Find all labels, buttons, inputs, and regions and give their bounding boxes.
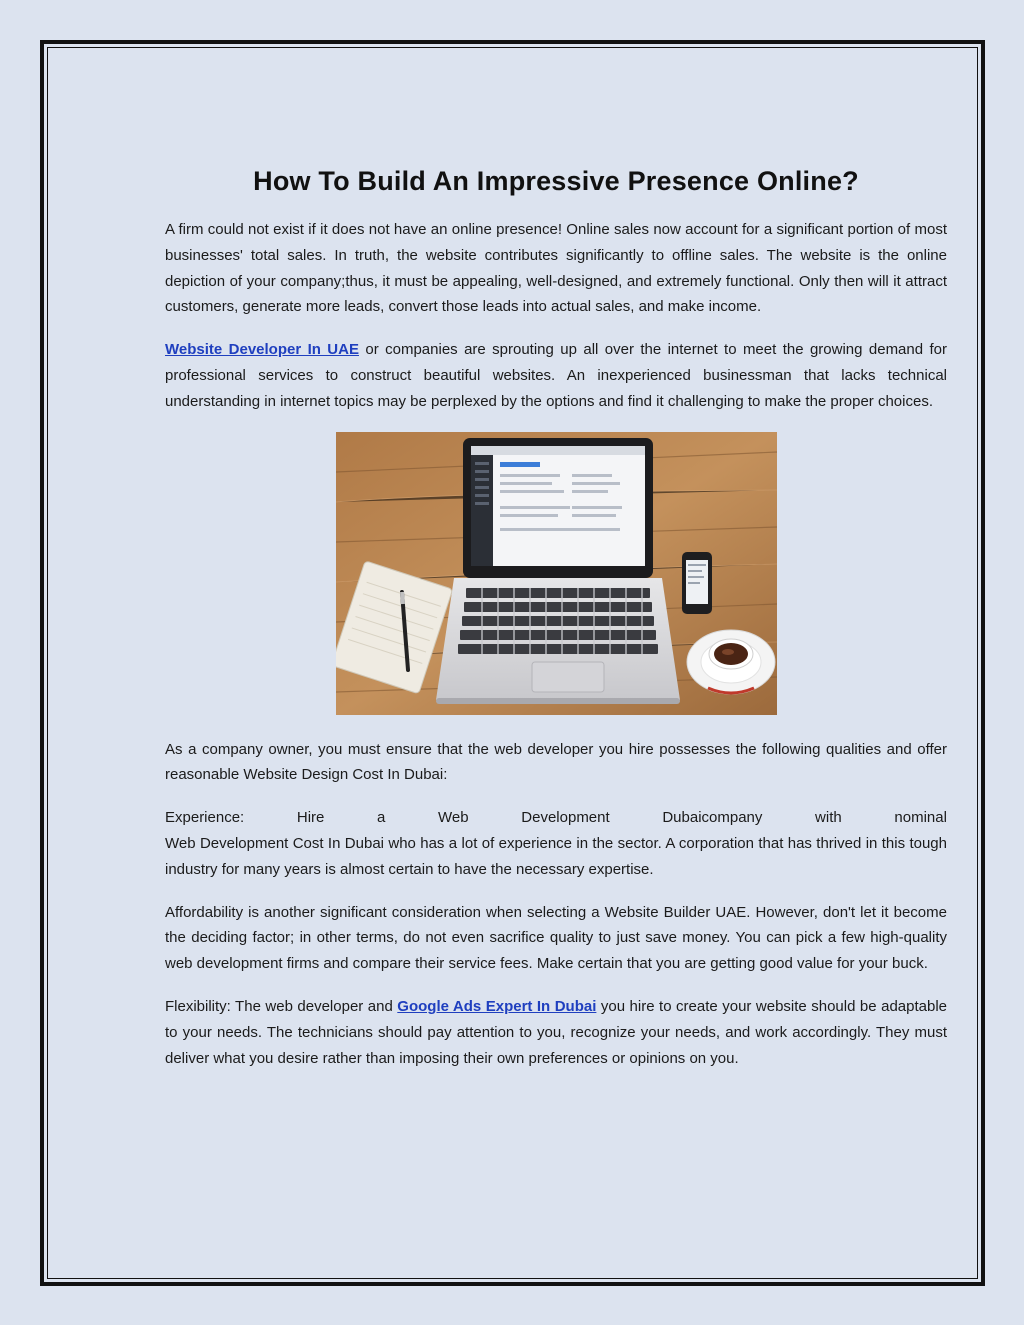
experience-text: Web Development Cost In Dubai who has a lot of experience in the sector. A corporation that has thrived in this tough industry for many years is almost certain to have the necessary expertise. [165,834,947,878]
experience-word: a [377,809,386,827]
experience-word: Dubaicompany [662,809,763,827]
paragraph-developers [165,337,947,414]
experience-word: nominal [894,809,947,827]
google-ads-expert-dubai-link[interactable]: Google Ads Expert In Dubai [397,997,597,1015]
experience-word: with [815,809,842,827]
experience-word: Development [521,809,610,827]
document-page [40,40,985,1286]
experience-spread-line [165,805,947,831]
paragraph-intro: A firm could not exist if it does not have an online presence! Online sales now account for a significant portion of most businesses' total sales. In truth, the website contributes significantly to offline sales. The website is the online depiction of your company;thus, it must be appealing, well-designed, and extremely functional. Only then will it attract customers, generate more leads, convert those leads into actual sales, and make income. [165,221,947,316]
paragraph-flexibility [165,994,947,1071]
paragraph-affordability: Affordability is another significant consideration when selecting a Website Builder UAE. However, don't let it become the deciding factor; in other terms, do not even sacrifice quality to just save money. You can pick a few high-quality web development firms and compare their service fees. Make certain that you are getting good value for your buck. [165,903,947,973]
experience-word: Experience: [165,809,245,827]
paragraph-owner: As a company owner, you must ensure that the web developer you hire possesses the following qualities and offer reasonable Website Design Cost In Dubai: [165,740,947,784]
website-developer-uae-link[interactable]: Website Developer In UAE [165,341,359,359]
photo-container [165,432,947,715]
flexibility-text-rest: you hire to create your website should be adaptable to your needs. The technicians should pay attention to you, recognize your needs, and work accordingly. They must deliver what you desire rather than imposing their own preferences or opinions on you. [165,997,947,1067]
laptop-on-desk-photo [336,432,777,715]
document-content [165,166,947,1088]
experience-word: Hire [296,809,325,827]
paragraph-developers-text: or companies are sprouting up all over the internet to meet the growing demand for professional services to construct beautiful websites. An inexperienced businessman that lacks technical understanding in internet topics may be perplexed by the options and find it challenging to make the proper choices. [165,341,947,410]
paragraph-experience [165,805,947,882]
document-title: How To Build An Impressive Presence Online? [253,166,859,196]
flexibility-text-start: Flexibility: The web developer and [165,997,398,1015]
experience-word: Web [438,809,469,827]
